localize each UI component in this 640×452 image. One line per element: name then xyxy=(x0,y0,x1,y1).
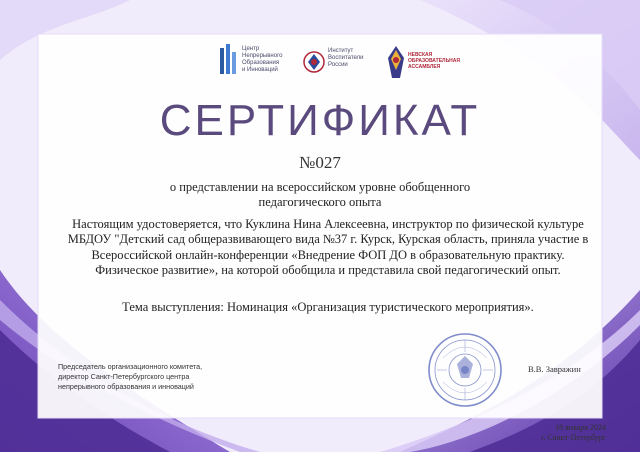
issue-date-block xyxy=(506,423,606,443)
certificate-number: №027 xyxy=(299,153,341,172)
seal-stamp-icon xyxy=(425,330,505,410)
issue-date: 18 января 2024 xyxy=(555,423,606,432)
signer-name: В.В. Завражин xyxy=(528,364,581,374)
presentation-topic: Тема выступления: Номинация «Организация туристического мероприятия». xyxy=(122,300,534,314)
issue-city: г. Санкт-Петербург xyxy=(541,433,606,442)
ivr-logo-text: Институт Воспитатели России xyxy=(328,48,364,68)
chair-position: Председатель организационного комитета, директор Санкт-Петербургского центра непрерывного образования и инноваций xyxy=(58,362,203,391)
certificate-body: Настоящим удостоверяется, что Куклина Нина Алексеевна, инструктор по физической культуре МБДОУ "Детский сад общеразвивающего вида №37 г. Курск, Курская область, приняла участие в Всероссийской онлайн-конференции «Внедрение ФОП ДО в образовательную практику. Физическое развитие», на которой обобщила и представила свой педагогический опыт. xyxy=(67,217,589,277)
noa-logo-text: НЕВСКАЯ ОБРАЗОВАТЕЛЬНАЯ АССАМБЛЕЯ xyxy=(408,52,460,70)
certificate-title: СЕРТИФИКАТ xyxy=(159,96,481,145)
logos-row xyxy=(218,40,468,84)
certificate-subtitle: о представлении на всероссийском уровне обобщенного педагогического опыта xyxy=(169,180,471,209)
ivr-logo-icon xyxy=(302,40,326,84)
cnoi-logo-icon xyxy=(218,40,240,84)
cnoi-logo-text: Центр Непрерывного Образования и Инноваций xyxy=(242,46,283,73)
noa-logo-icon xyxy=(386,40,406,84)
